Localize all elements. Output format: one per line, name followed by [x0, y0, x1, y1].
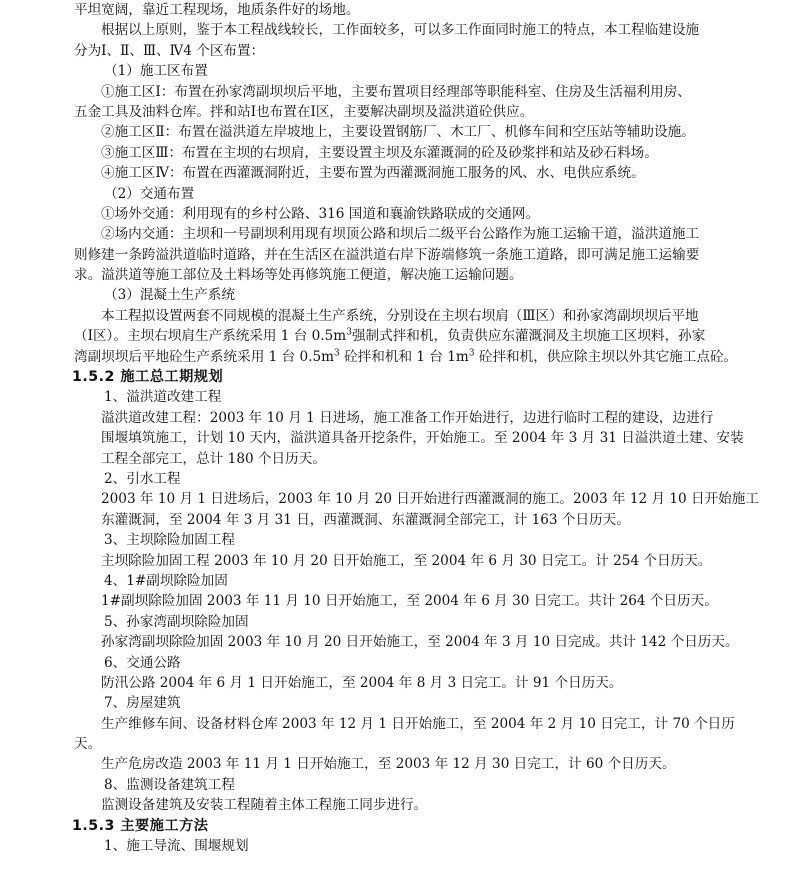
- text-line: 溢洪道改建工程：2003 年 10 月 1 日进场，施工准备工作开始进行，边进行临时工程的建设，边进行: [101, 409, 714, 426]
- text-line: 防汛公路 2004 年 6 月 1 日开始施工，至 2004 年 8 月 3 日完工。计 91 个日历天。: [101, 674, 623, 691]
- text-line: 东灌溉洞，至 2004 年 3 月 31 日，西灌溉洞、东灌溉洞全部完工，计 163 个日历天。: [101, 511, 630, 528]
- text-line: ①场外交通：利用现有的乡村公路、316 国道和襄渝铁路联成的交通网。: [101, 205, 540, 222]
- text-line: 则修建一条跨溢洪道临时道路，并在生活区在溢洪道右岸下游端修筑一条施工道路，即可满足施工运输要: [74, 246, 700, 263]
- text-line: 3、主坝除险加固工程: [104, 532, 235, 549]
- text-line: 求。溢洪道等施工部位及土料场等处再修筑施工便道，解决施工运输问题。: [74, 267, 523, 284]
- text-line: 1#副坝除险加固 2003 年 11 月 10 日开始施工，至 2004 年 6 月 30 日完工。共计 264 个日历天。: [101, 593, 718, 610]
- text-line: ②场内交通：主坝和一号副坝利用现有坝顶公路和坝后二级平台公路作为施工运输干道，溢洪道施工: [101, 226, 700, 243]
- text-line: 2003 年 10 月 1 日进场后，2003 年 10 月 20 日开始进行西灌溉洞的施工。2003 年 12 月 10 日开始施工: [101, 491, 759, 508]
- text-line: 分为Ⅰ、Ⅱ、Ⅲ、Ⅳ4 个区布置：: [74, 42, 265, 59]
- text-line: 工程全部完工，总计 180 个日历天。: [101, 450, 326, 467]
- text-line: 生产危房改造 2003 年 11 月 1 日开始施工，至 2003 年 12 月 30 日完工，计 60 个日历天。: [101, 756, 676, 773]
- text-line: ①施工区Ⅰ：布置在孙家湾副坝坝后平地，主要布置项目经理部等职能科室、住房及生活福利用房、: [101, 83, 691, 100]
- text-line: 2、引水工程: [104, 471, 181, 487]
- text-line: 6、交通公路: [104, 654, 181, 671]
- text-line: 主坝除险加固工程 2003 年 10 月 20 日开始施工，至 2004 年 6 月 30 日完工。计 254 个日历天。: [101, 552, 712, 569]
- text-line: 生产维修车间、设备材料仓库 2003 年 12 月 1 日开始施工，至 2004 年 2 月 10 日完工，计 70 个日历: [101, 715, 735, 732]
- text-line: 根据以上原则，鉴于本工程战线较长，工作面较多，可以多工作面同时施工的特点，本工程临建设施: [101, 22, 700, 39]
- text-line: 五金工具及油料仓库。拌和站Ⅰ也布置在Ⅰ区，主要解决副坝及溢洪道砼供应。: [74, 103, 534, 120]
- text-line: （3）混凝土生产系统: [104, 287, 235, 304]
- layout-section-text: [74, 0, 784, 326]
- text-line: 8、监测设备建筑工程: [104, 776, 235, 793]
- text-line: 孙家湾副坝除险加固 2003 年 10 月 20 日开始施工，至 2004 年 3 月 10 日完成。共计 142 个日历天。: [101, 634, 739, 651]
- text-line: 天。: [74, 736, 102, 753]
- text-line: 围堰填筑施工，计划 10 天内，溢洪道具备开挖条件，开始施工。至 2004 年 3 月 31 日溢洪道土建、安装: [101, 430, 744, 447]
- text-line: ④施工区Ⅳ：布置在西灌溉洞附近，主要布置为西灌溉洞施工服务的风、水、电供应系统。: [101, 165, 645, 182]
- text-line: 平坦宽阔，靠近工程现场，地质条件好的场地。: [74, 2, 360, 18]
- text-line: （2）交通布置: [104, 185, 195, 202]
- text-line: 湾副坝坝后平地砼生产系统采用 1 台 $0.5m^3$ 砼拌和机和 1 台 $1m^3$ 砼拌和机，供应除主坝以外其它施工点砼。: [74, 348, 738, 365]
- text-line: 7、房屋建筑: [104, 695, 181, 712]
- text-line: 5、孙家湾副坝除险加固: [104, 613, 249, 630]
- subsection-heading: 1、施工导流、围堰规划: [104, 838, 249, 855]
- text-line: 监测设备建筑及安装工程随着主体工程施工同步进行。: [101, 797, 428, 814]
- text-line: ③施工区Ⅲ：布置在主坝的右坝肩，主要设置主坝及东灌溉洞的砼及砂浆拌和站及砂石料场。: [101, 144, 658, 161]
- text-line: （Ⅰ区）。主坝右坝肩生产系统采用 1 台 $0.5m^3$强制式拌和机，负责供应东灌溉洞及主坝施工区坝料，孙家: [74, 327, 706, 345]
- section-heading-1-5-3: 1.5.3 主要施工方法: [72, 817, 209, 834]
- text-line: ②施工区Ⅱ：布置在溢洪道左岸坡地上，主要设置钢筋厂、木工厂、机修车间和空压站等辅助设施。: [101, 124, 695, 141]
- section-heading-1-5-2: 1.5.2 施工总工期规划: [72, 369, 224, 386]
- text-line: 4、1#副坝除险加固: [104, 572, 228, 589]
- text-line: 1、溢洪道改建工程: [104, 389, 222, 406]
- text-line: （1）施工区布置: [104, 63, 208, 80]
- schedule-section-text: [74, 387, 784, 815]
- text-line: 本工程拟设置两套不同规模的混凝土生产系统，分别设在主坝右坝肩（Ⅲ区）和孙家湾副坝坝后平地: [101, 307, 699, 324]
